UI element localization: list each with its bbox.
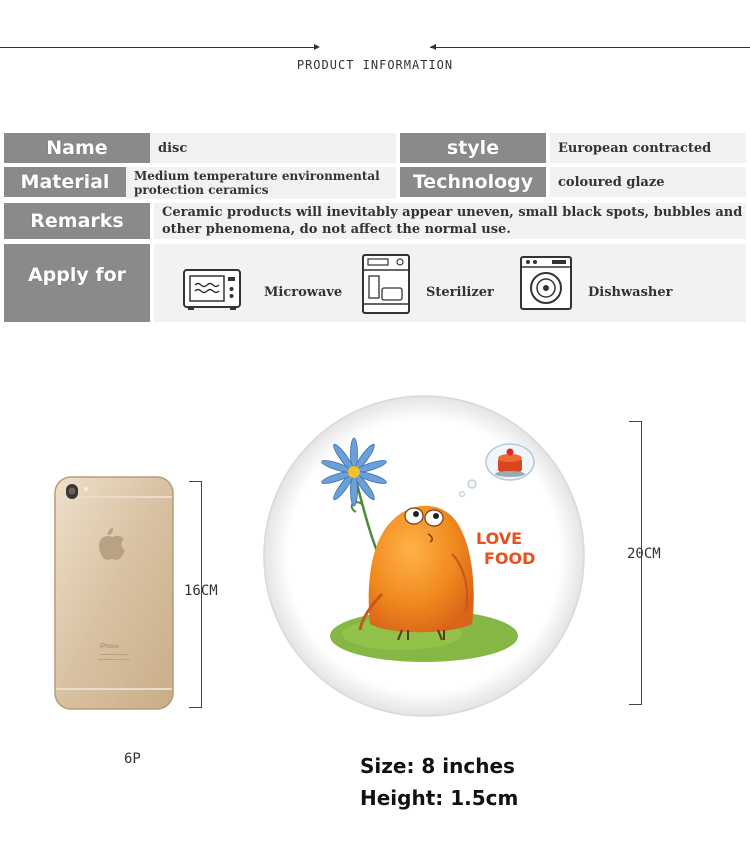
- love-text: LOVE: [476, 529, 523, 548]
- sterilizer-icon: [360, 252, 412, 316]
- header-divider-right: [430, 47, 750, 48]
- header-divider-left: [0, 47, 318, 48]
- apply-item-microwave: Microwave: [264, 285, 343, 300]
- phone-height-tick-top: [189, 481, 201, 482]
- apply-item-sterilizer: Sterilizer: [426, 285, 494, 300]
- phone-height-label: 16CM: [184, 583, 218, 599]
- size-text: Size: 8 inches: [360, 754, 515, 778]
- technology-label: Technology: [400, 167, 546, 197]
- phone-model-label: 6P: [124, 751, 141, 767]
- name-label: Name: [4, 133, 150, 163]
- plate-height-tick-bottom: [629, 704, 641, 705]
- apply-item-dishwasher: Dishwasher: [588, 285, 673, 300]
- name-value: disc: [150, 133, 396, 163]
- apply-for-panel: [154, 244, 746, 322]
- header-arrow-left-icon: [314, 44, 320, 50]
- phone-height-tick-bottom: [189, 707, 201, 708]
- dishwasher-icon: [518, 254, 574, 312]
- style-value: European contracted: [550, 133, 746, 163]
- remarks-label: Remarks: [4, 203, 150, 239]
- page-title: PRODUCT INFORMATION: [296, 58, 454, 72]
- technology-value: coloured glaze: [550, 167, 746, 197]
- height-text: Height: 1.5cm: [360, 786, 519, 810]
- food-text: FOOD: [484, 549, 536, 568]
- plate-height-tick-top: [629, 421, 641, 422]
- plate-height-line: [641, 421, 642, 705]
- phone-image: [54, 476, 174, 710]
- phone-brand-text: iPhone: [100, 644, 119, 650]
- plate-height-label: 20CM: [627, 546, 661, 562]
- style-label: style: [400, 133, 546, 163]
- material-value: Medium temperature environmental protection ceramics: [126, 167, 396, 199]
- plate-image: [262, 394, 586, 718]
- material-label: Material: [4, 167, 126, 197]
- remarks-value: Ceramic products will inevitably appear uneven, small black spots, bubbles and other phenomena, do not affect the normal use.: [154, 203, 746, 239]
- microwave-icon: [182, 265, 242, 313]
- apply-for-label: Apply for: [4, 244, 150, 322]
- header-arrow-right-icon: [430, 44, 436, 50]
